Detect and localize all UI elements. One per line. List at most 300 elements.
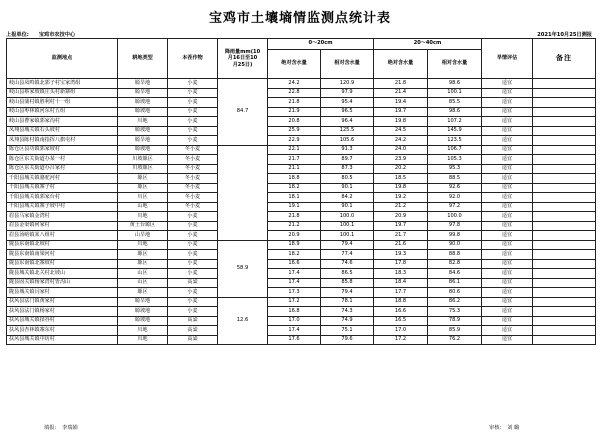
table-row bbox=[7, 174, 596, 184]
cell-abs-moisture-0-20: 21.7 bbox=[268, 155, 321, 165]
reviewer-label: 审核: bbox=[489, 425, 502, 431]
cell-rel-moisture-0-20: 85.8 bbox=[321, 278, 374, 288]
cell-remark bbox=[533, 193, 596, 203]
cell-site: 千阳县城关镇寨子村 bbox=[7, 183, 118, 193]
cell-abs-moisture-0-20: 21.2 bbox=[268, 221, 321, 231]
cell-abs-moisture-20-40: 16.6 bbox=[374, 307, 428, 317]
cell-abs-moisture-0-20: 22.1 bbox=[268, 145, 321, 155]
cell-drought-eval: 适宜 bbox=[482, 107, 533, 117]
cell-remark bbox=[533, 278, 596, 288]
cell-abs-moisture-0-20: 16.8 bbox=[268, 307, 321, 317]
cell-rel-moisture-0-20: 74.3 bbox=[321, 307, 374, 317]
cell-drought-eval: 适宜 bbox=[482, 126, 533, 136]
cell-abs-moisture-0-20: 17.0 bbox=[268, 316, 321, 326]
col-abs-moisture-2: 绝对含水量 bbox=[374, 50, 428, 79]
cell-crop: 小麦 bbox=[168, 297, 218, 307]
cell-abs-moisture-0-20: 17.4 bbox=[268, 326, 321, 336]
cell-drought-eval: 适宜 bbox=[482, 240, 533, 250]
cell-rel-moisture-20-40: 78.9 bbox=[428, 316, 482, 326]
col-site: 监测地点 bbox=[7, 39, 118, 79]
cell-rel-moisture-20-40: 80.6 bbox=[428, 288, 482, 298]
cell-rel-moisture-0-20: 80.5 bbox=[321, 174, 374, 184]
cell-remark bbox=[533, 335, 596, 345]
table-row bbox=[7, 193, 596, 203]
cell-remark bbox=[533, 316, 596, 326]
rainfall-header-line2: 月16日至10 bbox=[227, 55, 258, 62]
cell-rel-moisture-20-40: 107.2 bbox=[428, 117, 482, 127]
cell-drought-eval: 适宜 bbox=[482, 335, 533, 345]
cell-soil-type: 塬旱地 bbox=[118, 136, 168, 146]
cell-soil-type: 川区 bbox=[118, 193, 168, 203]
cell-rel-moisture-20-40: 92.0 bbox=[428, 193, 482, 203]
table-row bbox=[7, 269, 596, 279]
cell-rel-moisture-0-20: 77.4 bbox=[321, 250, 374, 260]
cell-abs-moisture-20-40: 23.9 bbox=[374, 155, 428, 165]
cell-site: 岐山县蒲村镇胜利村十一组 bbox=[7, 98, 118, 108]
cell-site: 千阳县城关镇郭家台村 bbox=[7, 193, 118, 203]
cell-drought-eval: 适宜 bbox=[482, 221, 533, 231]
cell-abs-moisture-0-20: 21.9 bbox=[268, 107, 321, 117]
cell-remark bbox=[533, 297, 596, 307]
cell-crop: 小麦 bbox=[168, 288, 218, 298]
cell-rel-moisture-0-20: 91.3 bbox=[321, 145, 374, 155]
col-crop: 本茬作物 bbox=[168, 39, 218, 79]
cell-rel-moisture-0-20: 97.9 bbox=[321, 88, 374, 98]
cell-remark bbox=[533, 221, 596, 231]
cell-drought-eval: 适宜 bbox=[482, 164, 533, 174]
cell-site: 凤翔县陈村镇南指挥八旗屯村 bbox=[7, 136, 118, 146]
cell-rainfall bbox=[218, 145, 268, 240]
maker-label: 填报: bbox=[44, 425, 57, 431]
maker-name: 李瑞娟 bbox=[62, 425, 78, 431]
cell-drought-eval: 适宜 bbox=[482, 88, 533, 98]
cell-drought-eval: 适宜 bbox=[482, 117, 533, 127]
cell-rel-moisture-20-40: 92.6 bbox=[428, 183, 482, 193]
cell-site: 岐山县曹家镇郭家沟村 bbox=[7, 117, 118, 127]
cell-rel-moisture-20-40: 90.0 bbox=[428, 240, 482, 250]
cell-soil-type: 塬旱地 bbox=[118, 79, 168, 89]
cell-soil-type: 川地 bbox=[118, 240, 168, 250]
table-row bbox=[7, 145, 596, 155]
cell-abs-moisture-20-40: 24.0 bbox=[374, 145, 428, 155]
cell-abs-moisture-20-40: 21.7 bbox=[374, 231, 428, 241]
col-rainfall bbox=[218, 39, 268, 79]
table-row bbox=[7, 98, 596, 108]
table-row bbox=[7, 212, 596, 222]
cell-abs-moisture-20-40: 19.8 bbox=[374, 117, 428, 127]
cell-soil-type: 塬坡地 bbox=[118, 307, 168, 317]
cell-rel-moisture-0-20: 89.7 bbox=[321, 155, 374, 165]
cell-abs-moisture-20-40: 20.9 bbox=[374, 212, 428, 222]
cell-rel-moisture-0-20: 74.6 bbox=[321, 259, 374, 269]
cell-rel-moisture-0-20: 105.6 bbox=[321, 136, 374, 146]
cell-soil-type: 川地 bbox=[118, 326, 168, 336]
cell-remark bbox=[533, 183, 596, 193]
cell-remark bbox=[533, 117, 596, 127]
table-row bbox=[7, 107, 596, 117]
cell-abs-moisture-20-40: 19.7 bbox=[374, 221, 428, 231]
cell-drought-eval: 适宜 bbox=[482, 231, 533, 241]
cell-abs-moisture-20-40: 16.5 bbox=[374, 316, 428, 326]
cell-rel-moisture-0-20: 90.1 bbox=[321, 202, 374, 212]
table-row bbox=[7, 278, 596, 288]
table-row bbox=[7, 136, 596, 146]
cell-rel-moisture-20-40: 100.1 bbox=[428, 88, 482, 98]
col-abs-moisture-1: 绝对含水量 bbox=[268, 50, 321, 79]
page-title: 宝鸡市土壤墒情监测点统计表 bbox=[208, 11, 391, 26]
cell-rel-moisture-0-20: 79.4 bbox=[321, 288, 374, 298]
table-row bbox=[7, 307, 596, 317]
cell-abs-moisture-0-20: 20.8 bbox=[268, 117, 321, 127]
cell-rel-moisture-20-40: 105.3 bbox=[428, 155, 482, 165]
cell-soil-type: 塬区 bbox=[118, 174, 168, 184]
cell-remark bbox=[533, 269, 596, 279]
cell-remark bbox=[533, 126, 596, 136]
cell-site: 陇县城关镇闫家村 bbox=[7, 288, 118, 298]
cell-site: 陇县固关镇杨家湾村皆沟山 bbox=[7, 278, 118, 288]
cell-soil-type: 川坡塬区 bbox=[118, 164, 168, 174]
cell-abs-moisture-0-20: 25.9 bbox=[268, 126, 321, 136]
cell-rel-moisture-0-20: 79.4 bbox=[321, 240, 374, 250]
cell-abs-moisture-0-20: 17.4 bbox=[268, 269, 321, 279]
cell-abs-moisture-20-40: 19.3 bbox=[374, 250, 428, 260]
table-row bbox=[7, 335, 596, 345]
cell-abs-moisture-0-20: 17.2 bbox=[268, 297, 321, 307]
table-row bbox=[7, 231, 596, 241]
cell-soil-type: 塬区 bbox=[118, 259, 168, 269]
cell-abs-moisture-0-20: 18.2 bbox=[268, 250, 321, 260]
cell-rel-moisture-0-20: 75.1 bbox=[321, 326, 374, 336]
cell-abs-moisture-20-40: 21.2 bbox=[374, 202, 428, 212]
cell-drought-eval: 适宜 bbox=[482, 202, 533, 212]
cell-rel-moisture-20-40: 88.5 bbox=[428, 174, 482, 184]
cell-rel-moisture-20-40: 97.8 bbox=[428, 221, 482, 231]
cell-drought-eval: 适宜 bbox=[482, 250, 533, 260]
cell-crop: 小麦 bbox=[168, 126, 218, 136]
cell-site: 凤翔县城关镇石头坡村 bbox=[7, 126, 118, 136]
col-remark: 备注 bbox=[533, 39, 596, 79]
cell-crop: 小麦 bbox=[168, 98, 218, 108]
table-row bbox=[7, 79, 596, 89]
cell-site: 陈仓区东关街道办某一村 bbox=[7, 155, 118, 165]
col-soil-type: 耕地类型 bbox=[118, 39, 168, 79]
cell-crop: 高粱 bbox=[168, 326, 218, 336]
cell-remark bbox=[533, 79, 596, 89]
cell-drought-eval: 适宜 bbox=[482, 326, 533, 336]
cell-rel-moisture-20-40: 100.0 bbox=[428, 212, 482, 222]
col-rel-moisture-2: 相对含水量 bbox=[428, 50, 482, 79]
cell-crop: 高粱 bbox=[168, 278, 218, 288]
cell-rel-moisture-0-20: 95.4 bbox=[321, 98, 374, 108]
cell-abs-moisture-0-20: 19.1 bbox=[268, 202, 321, 212]
cell-abs-moisture-0-20: 18.2 bbox=[268, 183, 321, 193]
cell-site: 陈仓区县功镇郭家坡村 bbox=[7, 145, 118, 155]
cell-drought-eval: 适宜 bbox=[482, 212, 533, 222]
cell-soil-type: 山旱地 bbox=[118, 231, 168, 241]
cell-soil-type: 川地 bbox=[118, 335, 168, 345]
cell-abs-moisture-20-40: 17.7 bbox=[374, 288, 428, 298]
cell-soil-type: 川地 bbox=[118, 212, 168, 222]
cell-site: 陇县城关镇北关村北坡山 bbox=[7, 269, 118, 279]
table-row bbox=[7, 202, 596, 212]
table-row bbox=[7, 250, 596, 260]
cell-soil-type: 塬区 bbox=[118, 250, 168, 260]
cell-rel-moisture-20-40: 106.7 bbox=[428, 145, 482, 155]
cell-site: 扶风县法门镇杨家村 bbox=[7, 307, 118, 317]
cell-site: 岐山县凤鸣镇北郭子村宝家湾组 bbox=[7, 79, 118, 89]
cell-soil-type: 山区 bbox=[118, 278, 168, 288]
cell-crop: 小麦 bbox=[168, 107, 218, 117]
cell-remark bbox=[533, 326, 596, 336]
cell-drought-eval: 适宜 bbox=[482, 174, 533, 184]
cell-crop: 冬小麦 bbox=[168, 202, 218, 212]
cell-crop: 高粱 bbox=[168, 316, 218, 326]
cell-soil-type: 塬区 bbox=[118, 183, 168, 193]
table-row bbox=[7, 316, 596, 326]
cell-remark bbox=[533, 107, 596, 117]
cell-soil-type: 塬坡地 bbox=[118, 316, 168, 326]
cell-crop: 小麦 bbox=[168, 307, 218, 317]
table-row bbox=[7, 221, 596, 231]
cell-rel-moisture-20-40: 76.2 bbox=[428, 335, 482, 345]
reporting-unit-label: 上报单位: bbox=[6, 32, 29, 38]
cell-remark bbox=[533, 240, 596, 250]
cell-abs-moisture-20-40: 19.4 bbox=[374, 98, 428, 108]
cell-remark bbox=[533, 136, 596, 146]
cell-remark bbox=[533, 307, 596, 317]
cell-drought-eval: 适宜 bbox=[482, 98, 533, 108]
cell-rel-moisture-20-40: 98.6 bbox=[428, 107, 482, 117]
cell-site: 千阳县城关镇寨子坡中村 bbox=[7, 202, 118, 212]
cell-remark bbox=[533, 88, 596, 98]
cell-crop: 小麦 bbox=[168, 136, 218, 146]
cell-drought-eval: 适宜 bbox=[482, 183, 533, 193]
cell-crop: 冬小麦 bbox=[168, 164, 218, 174]
cell-abs-moisture-20-40: 19.7 bbox=[374, 107, 428, 117]
table-row bbox=[7, 288, 596, 298]
cell-drought-eval: 适宜 bbox=[482, 259, 533, 269]
table-row bbox=[7, 88, 596, 98]
cell-drought-eval: 适宜 bbox=[482, 136, 533, 146]
cell-remark bbox=[533, 145, 596, 155]
rainfall-header-line3: 月25日) bbox=[232, 61, 253, 68]
cell-rel-moisture-0-20: 90.1 bbox=[321, 183, 374, 193]
rainfall-header-line1: 降雨量mm(10 bbox=[224, 48, 261, 55]
cell-drought-eval: 适宜 bbox=[482, 288, 533, 298]
cell-drought-eval: 适宜 bbox=[482, 193, 533, 203]
cell-rel-moisture-0-20: 100.0 bbox=[321, 212, 374, 222]
cell-rel-moisture-20-40: 85.5 bbox=[428, 98, 482, 108]
cell-rel-moisture-20-40: 95.3 bbox=[428, 164, 482, 174]
cell-rel-moisture-0-20: 96.5 bbox=[321, 107, 374, 117]
cell-crop: 小麦 bbox=[168, 259, 218, 269]
cell-rel-moisture-0-20: 74.9 bbox=[321, 316, 374, 326]
report-date: 2021年10月25日测报 bbox=[537, 32, 592, 38]
reviewer-name: 刘 璐 bbox=[507, 425, 520, 431]
cell-crop: 冬小麦 bbox=[168, 183, 218, 193]
cell-soil-type: 塬坡地 bbox=[118, 107, 168, 117]
cell-remark bbox=[533, 259, 596, 269]
cell-drought-eval: 适宜 bbox=[482, 297, 533, 307]
cell-abs-moisture-0-20: 17.6 bbox=[268, 335, 321, 345]
cell-rel-moisture-20-40: 84.6 bbox=[428, 269, 482, 279]
cell-abs-moisture-0-20: 18.8 bbox=[268, 174, 321, 184]
table-row bbox=[7, 117, 596, 127]
cell-remark bbox=[533, 98, 596, 108]
cell-crop: 小麦 bbox=[168, 240, 218, 250]
cell-abs-moisture-20-40: 21.4 bbox=[374, 88, 428, 98]
cell-abs-moisture-20-40: 17.2 bbox=[374, 335, 428, 345]
cell-abs-moisture-20-40: 18.4 bbox=[374, 278, 428, 288]
cell-rel-moisture-0-20: 78.1 bbox=[321, 297, 374, 307]
cell-site: 岐山县枣林镇河东村五组 bbox=[7, 107, 118, 117]
col-depth-20-40: 20～40cm bbox=[374, 39, 482, 50]
table-row bbox=[7, 259, 596, 269]
cell-soil-type: 山地 bbox=[118, 202, 168, 212]
table-row bbox=[7, 240, 596, 250]
cell-site: 陇县东南镇南梁河村 bbox=[7, 250, 118, 260]
cell-abs-moisture-0-20: 22.9 bbox=[268, 136, 321, 146]
table-row bbox=[7, 164, 596, 174]
cell-rel-moisture-0-20: 100.1 bbox=[321, 231, 374, 241]
cell-abs-moisture-20-40: 21.8 bbox=[374, 79, 428, 89]
cell-crop: 冬小麦 bbox=[168, 193, 218, 203]
cell-crop: 冬小麦 bbox=[168, 155, 218, 165]
cell-rel-moisture-20-40: 75.3 bbox=[428, 307, 482, 317]
moisture-table bbox=[6, 38, 596, 345]
cell-rel-moisture-0-20: 120.9 bbox=[321, 79, 374, 89]
cell-remark bbox=[533, 155, 596, 165]
cell-site: 眉县汤峪镇某八组村 bbox=[7, 231, 118, 241]
cell-soil-type: 塬坡地 bbox=[118, 145, 168, 155]
cell-rel-moisture-0-20: 87.3 bbox=[321, 164, 374, 174]
cell-rainfall: 12.6 bbox=[218, 297, 268, 345]
cell-abs-moisture-20-40: 24.2 bbox=[374, 136, 428, 146]
cell-crop: 小麦 bbox=[168, 88, 218, 98]
cell-site: 扶风县杏林镇寨东村 bbox=[7, 326, 118, 336]
cell-drought-eval: 适宜 bbox=[482, 269, 533, 279]
cell-rainfall: 58.9 bbox=[218, 240, 268, 297]
cell-abs-moisture-0-20: 21.8 bbox=[268, 98, 321, 108]
cell-drought-eval: 适宜 bbox=[482, 316, 533, 326]
cell-rel-moisture-0-20: 96.4 bbox=[321, 117, 374, 127]
cell-crop: 小麦 bbox=[168, 269, 218, 279]
cell-remark bbox=[533, 231, 596, 241]
cell-crop: 冬小麦 bbox=[168, 174, 218, 184]
cell-soil-type: 川坡塬区 bbox=[118, 155, 168, 165]
cell-abs-moisture-20-40: 18.8 bbox=[374, 297, 428, 307]
cell-rel-moisture-0-20: 79.6 bbox=[321, 335, 374, 345]
cell-site: 陇县东南镇北坡村 bbox=[7, 240, 118, 250]
col-depth-0-20: 0～20cm bbox=[268, 39, 374, 50]
cell-abs-moisture-0-20: 21.1 bbox=[268, 164, 321, 174]
cell-soil-type: 塬坡地 bbox=[118, 98, 168, 108]
cell-rainfall: 84.7 bbox=[218, 79, 268, 146]
cell-soil-type: 川地 bbox=[118, 117, 168, 127]
cell-rel-moisture-20-40: 97.2 bbox=[428, 202, 482, 212]
cell-remark bbox=[533, 212, 596, 222]
cell-abs-moisture-0-20: 24.2 bbox=[268, 79, 321, 89]
cell-soil-type: 山区 bbox=[118, 269, 168, 279]
table-row bbox=[7, 126, 596, 136]
cell-crop: 高粱 bbox=[168, 335, 218, 345]
cell-drought-eval: 适宜 bbox=[482, 155, 533, 165]
cell-rel-moisture-20-40: 98.6 bbox=[428, 79, 482, 89]
cell-remark bbox=[533, 164, 596, 174]
cell-abs-moisture-0-20: 18.1 bbox=[268, 193, 321, 203]
cell-rel-moisture-20-40: 145.9 bbox=[428, 126, 482, 136]
reporting-unit bbox=[6, 31, 75, 38]
cell-abs-moisture-0-20: 17.3 bbox=[268, 288, 321, 298]
cell-soil-type: 塬坡地 bbox=[118, 126, 168, 136]
cell-drought-eval: 适宜 bbox=[482, 145, 533, 155]
cell-rel-moisture-20-40: 86.1 bbox=[428, 278, 482, 288]
cell-site: 扶风县城关镇中坊村 bbox=[7, 335, 118, 345]
cell-abs-moisture-20-40: 24.5 bbox=[374, 126, 428, 136]
cell-soil-type: 塬旱地 bbox=[118, 88, 168, 98]
cell-crop: 冬小麦 bbox=[168, 145, 218, 155]
cell-rel-moisture-20-40: 86.2 bbox=[428, 297, 482, 307]
cell-abs-moisture-20-40: 18.5 bbox=[374, 174, 428, 184]
cell-site: 陈仓区东关街道办吕家村 bbox=[7, 164, 118, 174]
cell-site: 陇县东南镇北寨坡村 bbox=[7, 259, 118, 269]
cell-rel-moisture-0-20: 100.1 bbox=[321, 221, 374, 231]
cell-remark bbox=[533, 202, 596, 212]
cell-site: 扶风县城关镇揉谷村 bbox=[7, 316, 118, 326]
cell-rel-moisture-20-40: 123.5 bbox=[428, 136, 482, 146]
reporting-unit-value: 宝鸡市农技中心 bbox=[38, 32, 76, 38]
table-row bbox=[7, 297, 596, 307]
cell-abs-moisture-20-40: 17.0 bbox=[374, 326, 428, 336]
table-body bbox=[7, 79, 596, 345]
cell-drought-eval: 适宜 bbox=[482, 278, 533, 288]
cell-abs-moisture-20-40: 17.8 bbox=[374, 259, 428, 269]
cell-rel-moisture-0-20: 84.2 bbox=[321, 193, 374, 203]
cell-crop: 小麦 bbox=[168, 221, 218, 231]
col-drought-eval: 旱情评估 bbox=[482, 39, 533, 79]
cell-rel-moisture-0-20: 86.5 bbox=[321, 269, 374, 279]
cell-soil-type: 黄土台塬区 bbox=[118, 221, 168, 231]
cell-abs-moisture-20-40: 19.2 bbox=[374, 193, 428, 203]
cell-abs-moisture-20-40: 21.6 bbox=[374, 240, 428, 250]
table-row bbox=[7, 183, 596, 193]
cell-abs-moisture-0-20: 16.6 bbox=[268, 259, 321, 269]
cell-soil-type: 塬区 bbox=[118, 288, 168, 298]
cell-remark bbox=[533, 288, 596, 298]
cell-abs-moisture-0-20: 20.9 bbox=[268, 231, 321, 241]
cell-abs-moisture-20-40: 20.2 bbox=[374, 164, 428, 174]
footer-reviewer bbox=[489, 424, 519, 431]
cell-drought-eval: 适宜 bbox=[482, 79, 533, 89]
cell-site: 千阳县城关镇骆驼河村 bbox=[7, 174, 118, 184]
cell-site: 眉县马家镇金湾村 bbox=[7, 212, 118, 222]
cell-rel-moisture-0-20: 125.5 bbox=[321, 126, 374, 136]
cell-site: 扶风县法门镇黄家村 bbox=[7, 297, 118, 307]
cell-abs-moisture-0-20: 21.8 bbox=[268, 212, 321, 222]
cell-abs-moisture-20-40: 19.8 bbox=[374, 183, 428, 193]
cell-site: 眉县金渠镇何家村 bbox=[7, 221, 118, 231]
cell-rel-moisture-20-40: 99.8 bbox=[428, 231, 482, 241]
table-row bbox=[7, 326, 596, 336]
cell-drought-eval: 适宜 bbox=[482, 307, 533, 317]
cell-rel-moisture-20-40: 82.8 bbox=[428, 259, 482, 269]
cell-rel-moisture-20-40: 85.9 bbox=[428, 326, 482, 336]
footer-maker bbox=[44, 424, 78, 431]
cell-abs-moisture-0-20: 18.9 bbox=[268, 240, 321, 250]
cell-crop: 小麦 bbox=[168, 117, 218, 127]
cell-soil-type: 塬旱地 bbox=[118, 297, 168, 307]
cell-abs-moisture-0-20: 17.4 bbox=[268, 278, 321, 288]
